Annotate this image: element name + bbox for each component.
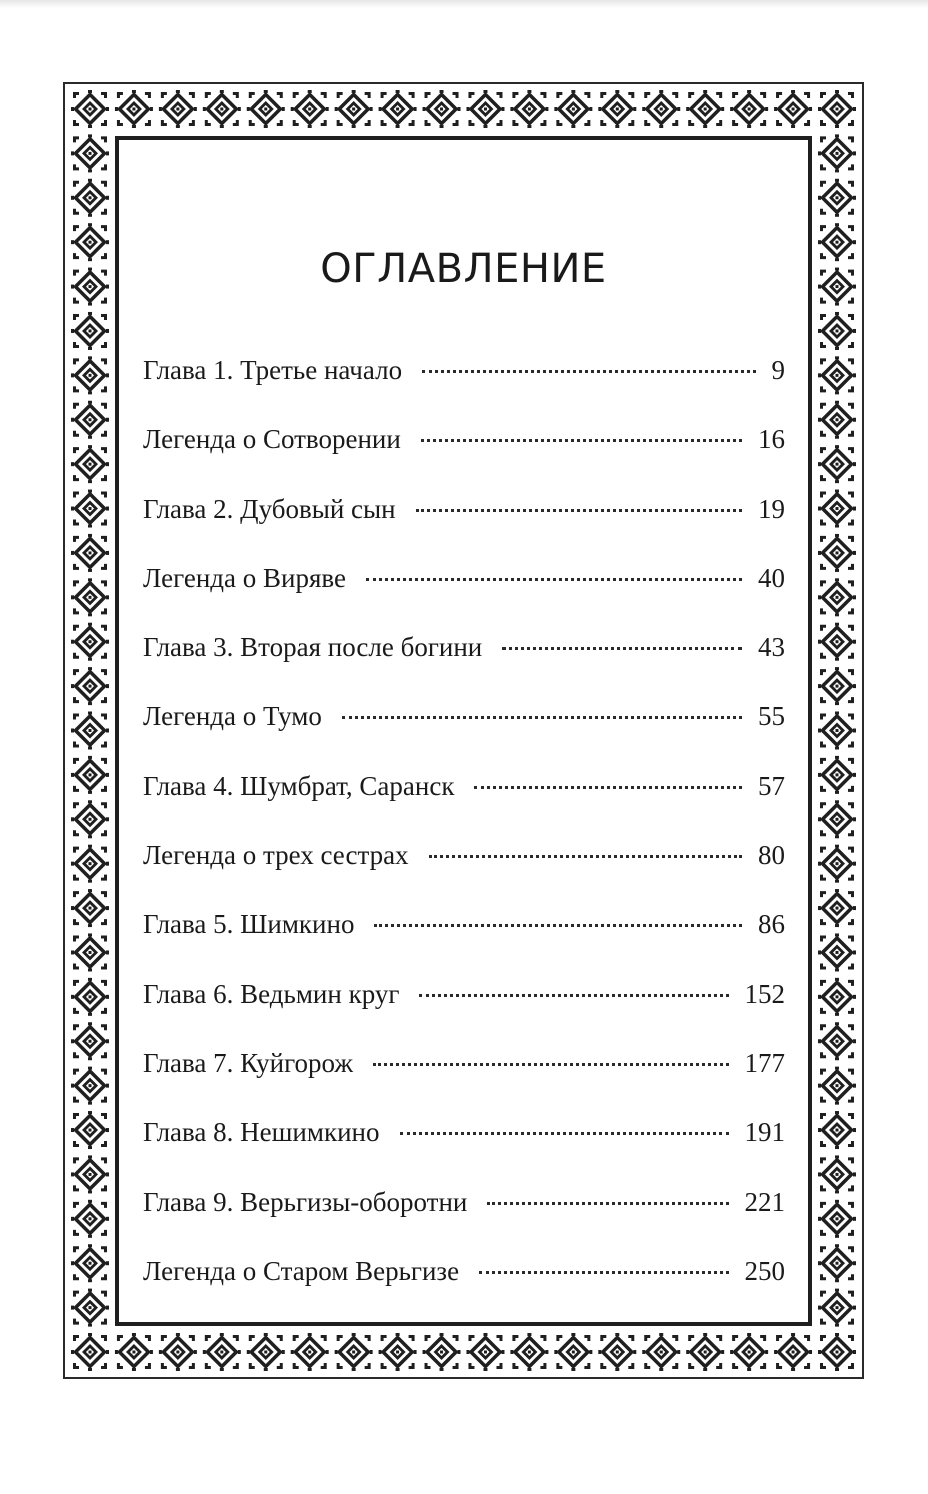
ornament-motif	[818, 667, 856, 705]
ornament-motif	[71, 223, 109, 261]
dot-leader	[479, 1270, 728, 1274]
ornament-motif	[247, 90, 285, 128]
ornament-motif	[423, 90, 461, 128]
ornament-motif	[71, 1111, 109, 1149]
toc-entry-page-number: 19	[758, 493, 785, 524]
ornament-motif	[115, 1333, 153, 1371]
ornament-motif	[71, 800, 109, 838]
toc-entry	[143, 558, 785, 627]
ornament-motif	[291, 1333, 329, 1371]
toc-entry-title: Глава 9. Верьгизы-оборотни	[143, 1186, 468, 1217]
toc-entry-title: Легенда о Старом Верьгизе	[143, 1255, 460, 1286]
toc-list	[143, 350, 785, 1320]
ornament-motif	[71, 490, 109, 528]
ornament-motif	[818, 534, 856, 572]
ornament-motif	[291, 90, 329, 128]
ornament-motif	[71, 623, 109, 661]
ornament-motif	[379, 90, 417, 128]
ornament-motif	[71, 1200, 109, 1238]
dot-leader	[419, 993, 728, 997]
ornament-motif	[818, 578, 856, 616]
ornament-motif	[818, 1200, 856, 1238]
ornament-motif	[818, 1289, 856, 1327]
toc-entry-title: Легенда о Виряве	[143, 562, 346, 593]
toc-entry-page-number: 80	[758, 840, 785, 871]
ornament-motif	[71, 1155, 109, 1193]
ornament-motif	[818, 1244, 856, 1282]
toc-entry-page-number: 221	[744, 1186, 785, 1217]
ornament-motif	[71, 445, 109, 483]
toc-entry	[143, 835, 785, 904]
toc-entry	[143, 489, 785, 558]
toc-entry-page-number: 191	[744, 1117, 785, 1148]
ornament-motif	[247, 1333, 285, 1371]
dot-leader	[374, 923, 742, 927]
ornament-motif	[71, 889, 109, 927]
ornament-motif	[71, 933, 109, 971]
ornament-motif	[71, 134, 109, 172]
toc-entry	[143, 1043, 785, 1112]
ornament-motif	[686, 90, 724, 128]
ornament-motif	[818, 800, 856, 838]
ornament-motif	[115, 90, 153, 128]
ornament-motif	[203, 1333, 241, 1371]
ornament-motif	[71, 1333, 109, 1371]
ornament-motif	[818, 356, 856, 394]
toc-entry-title: Легенда о Тумо	[143, 701, 322, 732]
dot-leader	[429, 854, 742, 858]
dot-leader	[487, 1201, 728, 1205]
ornament-motif	[71, 756, 109, 794]
toc-entry-title: Глава 6. Ведьмин круг	[143, 978, 400, 1009]
ornament-motif	[510, 90, 548, 128]
toc-entry	[143, 1251, 785, 1320]
ornament-motif	[71, 667, 109, 705]
toc-entry-title: Глава 1. Третье начало	[143, 355, 403, 385]
toc-entry-page-number: 57	[758, 770, 785, 801]
ornament-motif	[71, 356, 109, 394]
ornament-motif	[818, 401, 856, 439]
dot-leader	[422, 369, 755, 373]
ornament-motif	[379, 1333, 417, 1371]
toc-entry-title: Легенда о трех сестрах	[143, 840, 409, 871]
dot-leader	[373, 1062, 729, 1066]
toc-entry	[143, 904, 785, 973]
ornament-motif	[818, 933, 856, 971]
ornament-motif	[71, 1067, 109, 1105]
ornament-motif	[71, 179, 109, 217]
dot-leader	[416, 508, 742, 512]
dot-leader	[474, 785, 742, 789]
ornament-motif	[554, 90, 592, 128]
toc-entry	[143, 1112, 785, 1181]
ornament-motif	[71, 1022, 109, 1060]
ornament-motif	[774, 1333, 812, 1371]
ornament-motif	[686, 1333, 724, 1371]
ornament-motif	[818, 889, 856, 927]
ornament-motif	[159, 1333, 197, 1371]
toc-entry	[143, 627, 785, 696]
page-title: ОГЛАВЛЕНИЕ	[320, 246, 607, 292]
ornament-motif	[71, 978, 109, 1016]
ornament-motif	[818, 312, 856, 350]
ornament-motif	[818, 179, 856, 217]
ornament-motif	[598, 1333, 636, 1371]
ornament-motif	[818, 1022, 856, 1060]
ornament-motif	[71, 401, 109, 439]
toc-entry	[143, 974, 785, 1043]
ornament-motif	[423, 1333, 461, 1371]
ornament-motif	[818, 845, 856, 883]
toc-entry-title: Легенда о Сотворении	[143, 424, 401, 455]
ornament-motif	[730, 90, 768, 128]
toc-entry-page-number: 43	[758, 632, 785, 663]
ornament-motif	[71, 845, 109, 883]
dot-leader	[342, 715, 742, 719]
ornament-motif	[71, 534, 109, 572]
ornament-motif	[818, 978, 856, 1016]
toc-entry-title: Глава 4. Шумбрат, Саранск	[143, 770, 455, 801]
ornament-motif	[818, 712, 856, 750]
dot-leader	[421, 438, 742, 442]
toc-entry-title: Глава 2. Дубовый сын	[143, 493, 396, 524]
ornament-motif	[71, 712, 109, 750]
ornament-motif	[598, 90, 636, 128]
ornament-motif	[335, 90, 373, 128]
toc-entry-title: Глава 5. Шимкино	[143, 909, 355, 940]
toc-entry-page-number: 9	[771, 355, 785, 385]
ornament-motif	[818, 490, 856, 528]
top-edge-shade	[0, 0, 928, 8]
toc-entry-title: Глава 7. Куйгорож	[143, 1047, 353, 1078]
ornament-motif	[159, 90, 197, 128]
ornament-motif	[71, 1244, 109, 1282]
ornament-motif	[818, 1155, 856, 1193]
dot-leader	[366, 577, 742, 581]
ornament-motif	[466, 90, 504, 128]
ornament-motif	[510, 1333, 548, 1371]
ornament-motif	[642, 1333, 680, 1371]
ornament-motif	[818, 90, 856, 128]
ornament-motif	[818, 223, 856, 261]
toc-entry-page-number: 250	[744, 1255, 785, 1286]
toc-entry	[143, 419, 785, 488]
ornament-motif	[554, 1333, 592, 1371]
toc-entry	[143, 350, 785, 419]
ornament-motif	[818, 445, 856, 483]
toc-entry	[143, 1182, 785, 1251]
ornament-motif	[642, 90, 680, 128]
ornament-motif	[71, 90, 109, 128]
toc-entry	[143, 766, 785, 835]
toc-entry-page-number: 55	[758, 701, 785, 732]
toc-entry-page-number: 16	[758, 424, 785, 455]
toc-entry	[143, 696, 785, 765]
ornament-motif	[818, 268, 856, 306]
toc-entry-title: Глава 3. Вторая после богини	[143, 632, 483, 663]
ornament-motif	[203, 90, 241, 128]
toc-entry-page-number: 177	[744, 1047, 785, 1078]
ornament-motif	[71, 1289, 109, 1327]
toc-entry-page-number: 86	[758, 909, 785, 940]
dot-leader	[400, 1131, 729, 1135]
ornament-motif	[818, 623, 856, 661]
toc-entry-page-number: 40	[758, 562, 785, 593]
ornament-motif	[71, 578, 109, 616]
dot-leader	[502, 646, 742, 650]
toc-entry-title: Глава 8. Нешимкино	[143, 1117, 380, 1148]
ornament-motif	[71, 312, 109, 350]
ornament-motif	[818, 1067, 856, 1105]
ornament-motif	[818, 1333, 856, 1371]
ornament-motif	[71, 268, 109, 306]
ornament-motif	[335, 1333, 373, 1371]
ornament-motif	[818, 1111, 856, 1149]
toc-entry-page-number: 152	[744, 978, 785, 1009]
ornament-motif	[774, 90, 812, 128]
ornament-motif	[818, 756, 856, 794]
ornament-motif	[818, 134, 856, 172]
ornament-motif	[466, 1333, 504, 1371]
ornament-motif	[730, 1333, 768, 1371]
